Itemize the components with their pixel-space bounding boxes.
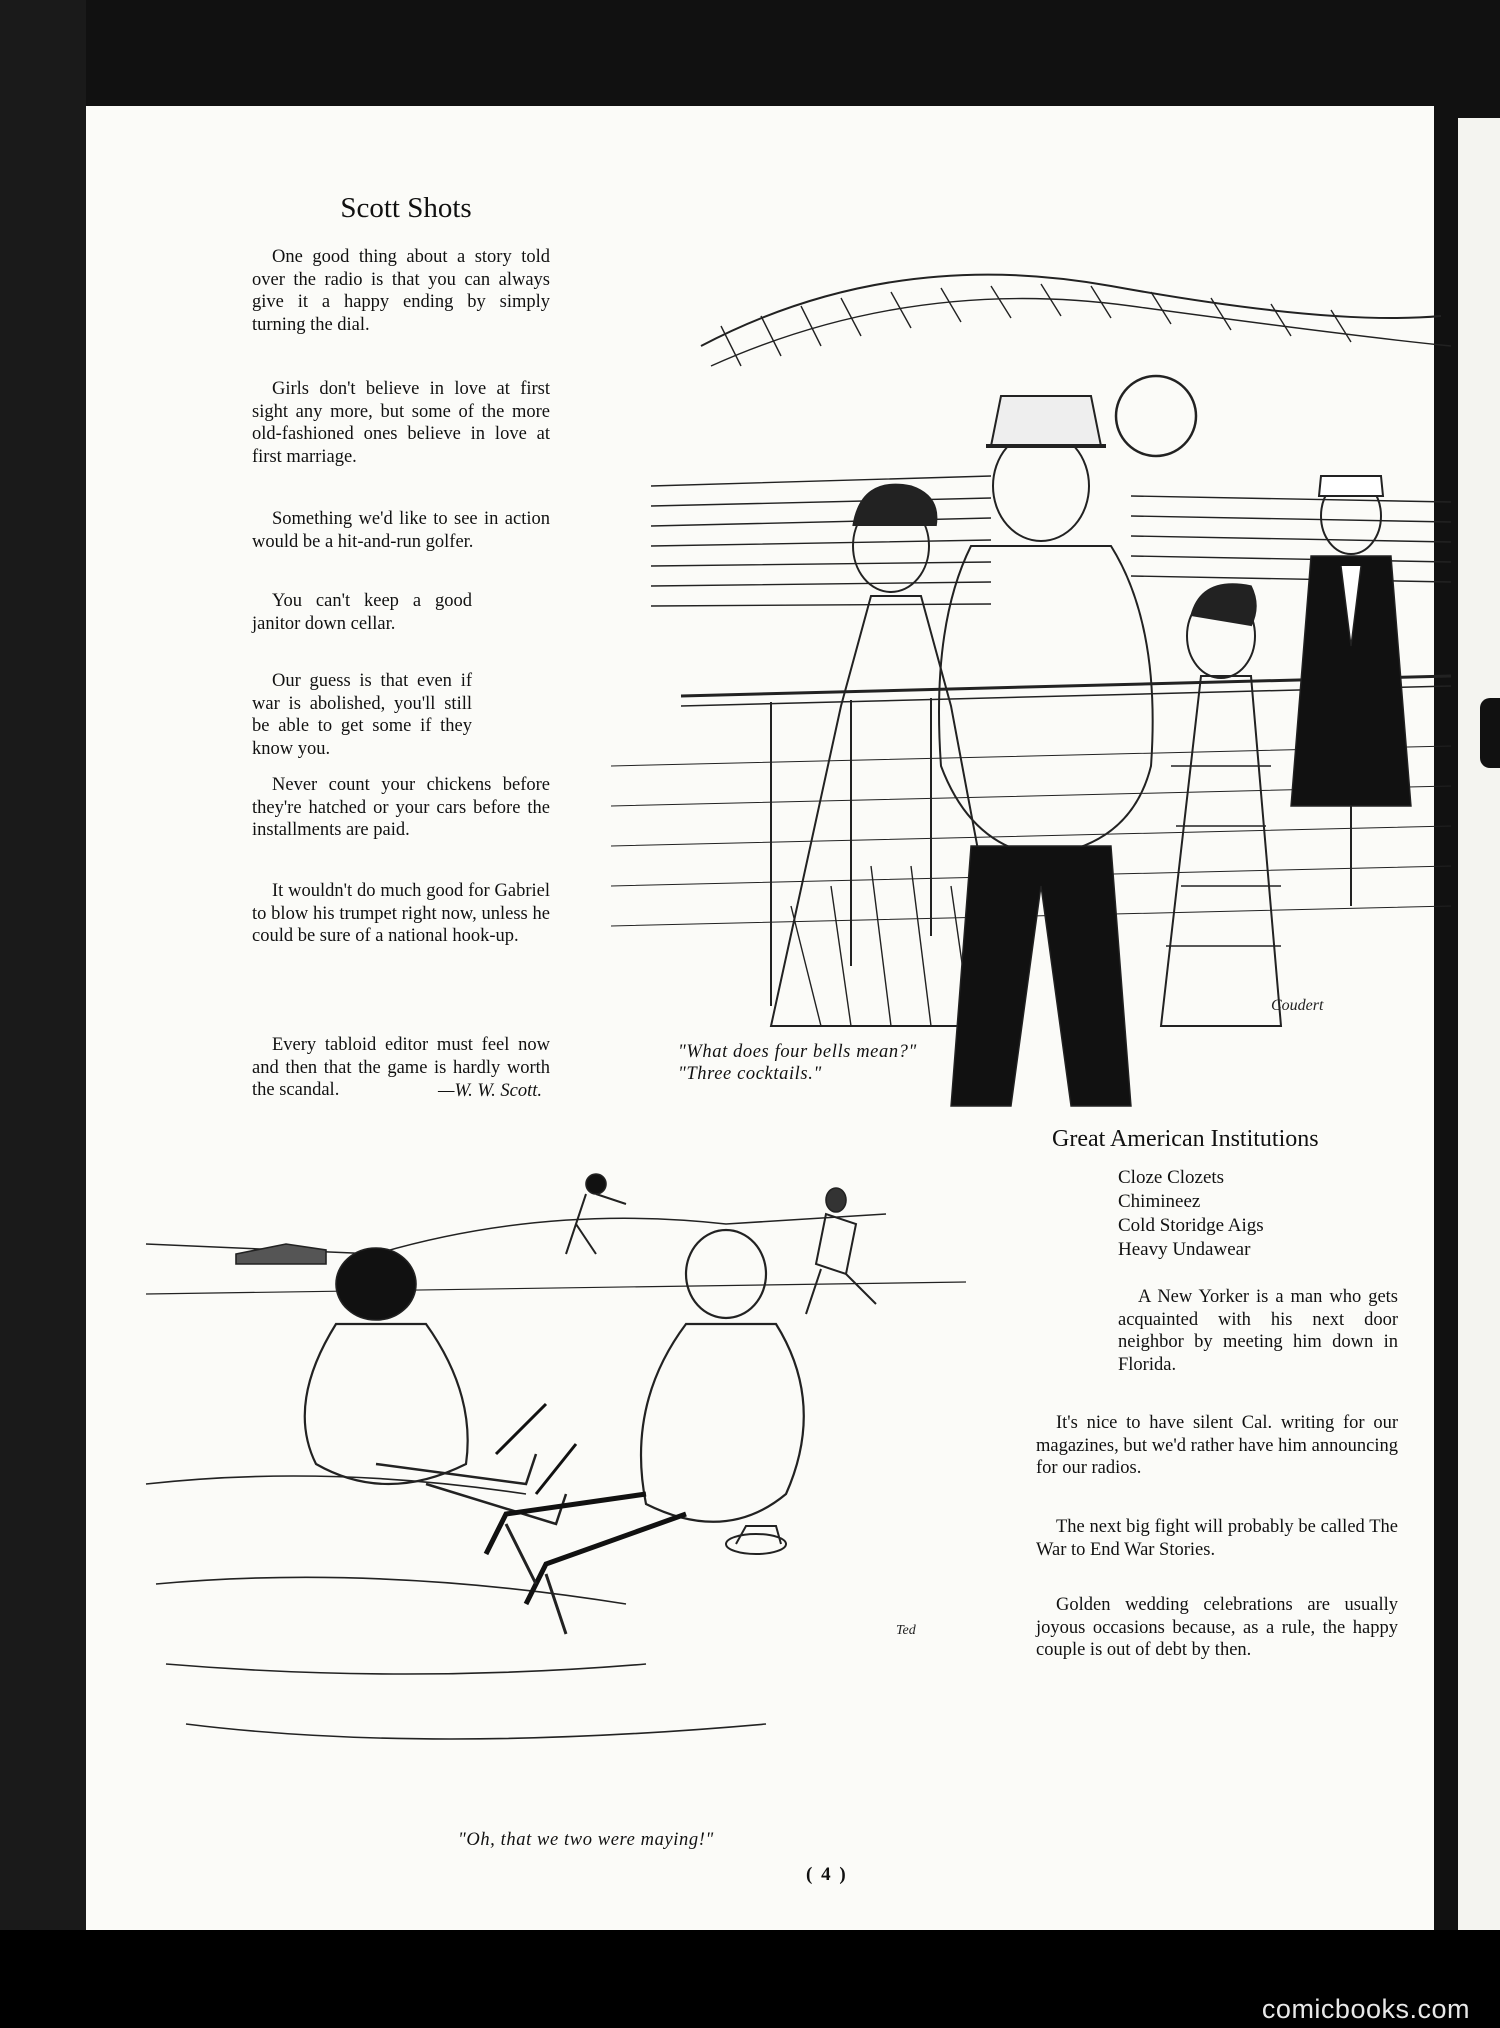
adjacent-page-edge <box>1458 118 1500 1930</box>
joke-tabloid-editor: Every tabloid editor must feel now and then that the game is hardly worth the scandal. <box>252 1035 550 1100</box>
joke-next-big-fight: The next big fight will probably be called The War to End War Stories. <box>1036 1517 1398 1560</box>
magazine-page <box>86 106 1434 1930</box>
institutions-list <box>1118 1166 1264 1262</box>
joke-war-abolished: Our guess is that even if war is abolished, you'll still be able to get some if they know you. <box>252 671 472 759</box>
joke-gabriel-trumpet: It wouldn't do much good for Gabriel to blow his trumpet right now, unless he could be sure of a national hook-up. <box>252 881 550 946</box>
joke-love-first-sight: Girls don't believe in love at first sight any more, but some of the more old-fashioned ones believe in love at first marriage. <box>252 379 550 467</box>
scott-shots-title: Scott Shots <box>340 192 472 224</box>
skating-cartoon-caption: "Oh, that we two were maying!" <box>458 1829 714 1850</box>
institutions-item: Heavy Undawear <box>1118 1239 1251 1260</box>
joke-hit-and-run-golfer: Something we'd like to see in action would be a hit-and-run golfer. <box>252 509 550 552</box>
joke-radio-story: One good thing about a story told over the radio is that you can always give it a happy ending by simply turning the dial. <box>252 247 550 335</box>
institutions-title: Great American Institutions <box>1052 1126 1319 1152</box>
joke-new-yorker: A New Yorker is a man who gets acquainted with his next door neighbor by meeting him down in Florida. <box>1118 1287 1398 1375</box>
scan-edge-left <box>0 0 86 2028</box>
ice-skating-cartoon <box>126 1164 996 1804</box>
ship-caption-line1: "What does four bells mean?" <box>678 1041 917 1062</box>
adjacent-page-mark <box>1480 698 1500 768</box>
byline: —W. W. Scott. <box>438 1081 542 1101</box>
joke-janitor: You can't keep a good janitor down cellar. <box>252 591 472 634</box>
page-number: ( 4 ) <box>806 1864 848 1885</box>
ship-cartoon-signature: Coudert <box>1271 997 1324 1014</box>
joke-golden-wedding: Golden wedding celebrations are usually joyous occasions because, as a rule, the happy couple is out of debt by then. <box>1036 1595 1398 1660</box>
institutions-item: Cold Storidge Aigs <box>1118 1215 1264 1236</box>
skating-cartoon-signature: Ted <box>896 1623 916 1638</box>
joke-silent-cal: It's nice to have silent Cal. writing for our magazines, but we'd rather have him announcing for our radios. <box>1036 1413 1398 1478</box>
institutions-item: Chimineez <box>1118 1191 1201 1212</box>
ship-cartoon-caption <box>678 1041 978 1085</box>
institutions-item: Cloze Clozets <box>1118 1167 1225 1188</box>
ship-caption-line2: "Three cocktails." <box>678 1063 822 1084</box>
watermark: comicbooks.com <box>1261 1994 1470 2024</box>
ship-deck-cartoon <box>591 206 1453 1126</box>
joke-count-chickens: Never count your chickens before they're hatched or your cars before the installments are paid. <box>252 775 550 840</box>
